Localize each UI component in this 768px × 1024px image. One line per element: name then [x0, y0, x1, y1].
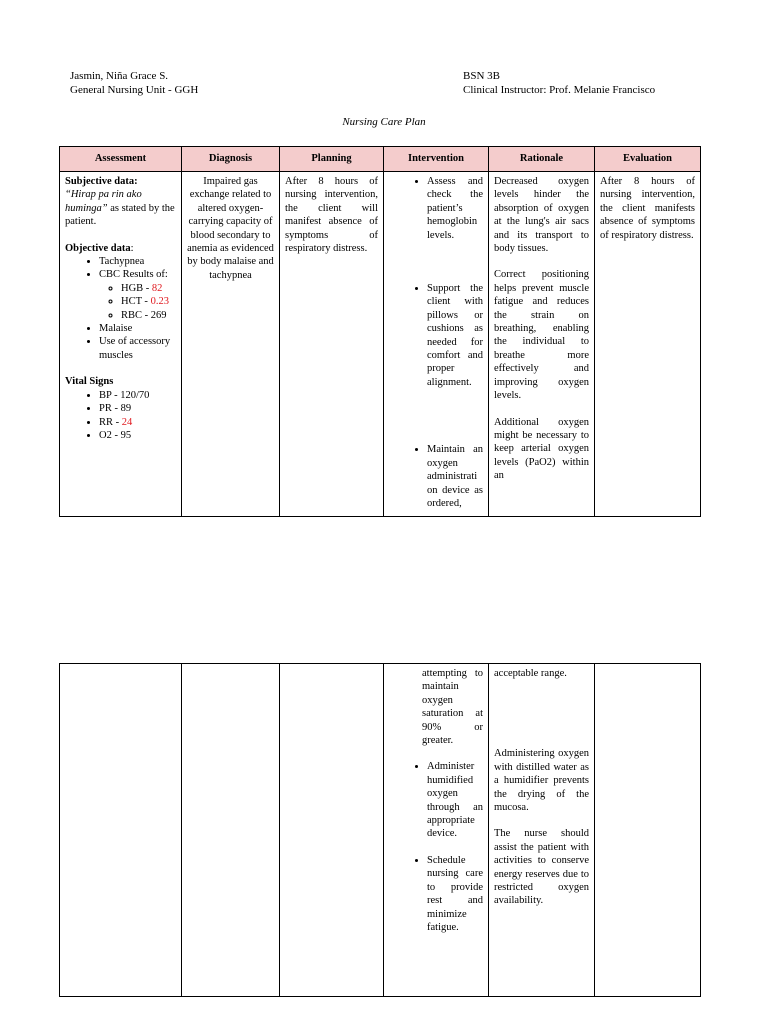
intervention-continued: attempting to maintain oxygen saturation at 90% or greater. — [422, 668, 483, 747]
assessment-cell: Subjective data: “Hirap pa rin ako huminga” as stated by the patient. Objective data: • Tachypnea • CBC Results of: ◦ HGB - 82 ◦ HCT - 0.23 ◦ RBC - 269 • Malaise • Use of accessory muscles Vital Signs • BP - 120/70 • PR - 89 • RR - 24 • O2 - 95 — [60, 172, 182, 517]
nursing-unit: General Nursing Unit - GGH — [70, 84, 199, 96]
rationale-item: Correct positioning helps prevent muscle fatigue and reduces the strain on breathing, enabling the individual to breathe more effectively and improving oxygen levels. — [494, 269, 589, 402]
diagnosis-cell-empty — [182, 664, 280, 997]
intervention-cell — [384, 172, 489, 517]
rbc-value: 269 — [150, 309, 167, 321]
header-intervention: Intervention — [384, 147, 489, 172]
student-name: Jasmin, Niña Grace S. — [70, 70, 169, 82]
clinical-instructor: Clinical Instructor: Prof. Melanie Francisco — [463, 84, 656, 96]
list-item: ◦ RBC - 269 — [121, 309, 176, 322]
intervention-list — [389, 760, 483, 934]
list-item: • CBC Results of: ◦ HGB - 82 ◦ HCT - 0.23 ◦ RBC - 269 — [99, 268, 176, 322]
rationale-item: Additional oxygen might be necessary to keep arterial oxygen levels (PaO2) within an — [494, 416, 589, 482]
list-item: • Maintain an oxygen administrati on device as ordered, — [427, 443, 483, 510]
diagnosis-cell: Impaired gas exchange related to altered oxygen-carrying capacity of blood secondary to anemia as evidenced by body malaise and tachypnea — [182, 172, 280, 517]
list-item: • Support the client with pillows or cushions as needed for comfort and proper alignment. — [427, 282, 483, 389]
list-item: • Tachypnea — [99, 255, 176, 268]
hgb-value: 82 — [151, 282, 163, 294]
care-plan-table-continued — [59, 663, 701, 997]
header-planning: Planning — [280, 147, 384, 172]
year-section: BSN 3B — [463, 70, 500, 82]
evaluation-cell-empty — [595, 664, 701, 997]
header-diagnosis: Diagnosis — [182, 147, 280, 172]
header-rationale: Rationale — [489, 147, 595, 172]
list-item: • Use of accessory muscles — [99, 335, 176, 362]
cbc-results-list — [99, 282, 176, 322]
intervention-list — [389, 175, 483, 510]
list-item: ◦ HGB - 82 — [121, 282, 176, 295]
assessment-cell-empty — [60, 664, 182, 997]
rationale-item: Administering oxygen with distilled water as a humidifier prevents the drying of the mucosa. — [494, 748, 589, 814]
evaluation-cell: After 8 hours of nursing intervention, the client manifests absence of symptoms of respiratory distress. — [595, 172, 701, 517]
document-title: Nursing Care Plan — [342, 116, 426, 128]
bp-value: 120/70 — [120, 389, 150, 401]
subjective-label: Subjective data: — [65, 176, 138, 187]
objective-list — [65, 255, 176, 362]
hct-value: 0.23 — [150, 296, 169, 308]
vital-signs-label: Vital Signs — [65, 376, 114, 388]
rr-value: 24 — [121, 416, 133, 428]
list-item: ◦ HCT - 0.23 — [121, 295, 176, 308]
list-item: • Administer humidified oxygen through an appropriate device. — [427, 760, 483, 840]
student-info — [70, 69, 198, 97]
table-row — [60, 664, 701, 997]
vital-signs-list — [65, 389, 176, 443]
planning-cell: After 8 hours of nursing intervention, the client will manifest absence of symptoms of respiratory distress. — [280, 172, 384, 517]
list-item: • Malaise — [99, 322, 176, 335]
class-info — [463, 69, 655, 97]
list-item: • PR - 89 — [99, 402, 176, 415]
table-header-row — [60, 147, 701, 172]
rationale-item: Decreased oxygen levels hinder the absorption of oxygen at the lung's air sacs and its transport to body tissues. — [494, 176, 589, 255]
list-item: • Schedule nursing care to provide rest and minimize fatigue. — [427, 854, 483, 934]
list-item: • BP - 120/70 — [99, 389, 176, 402]
intervention-cell — [384, 664, 489, 997]
pr-value: 89 — [120, 403, 132, 415]
rationale-cell — [489, 172, 595, 517]
planning-cell-empty — [280, 664, 384, 997]
table-row — [60, 172, 701, 517]
objective-label: Objective data — [65, 242, 131, 254]
rationale-cell — [489, 664, 595, 997]
list-item: • Assess and check the patient’s hemoglobin levels. — [427, 175, 483, 242]
rationale-continued: acceptable range. — [494, 668, 567, 679]
rationale-item: The nurse should assist the patient with activities to conserve energy reserves due to restricted oxygen availability. — [494, 828, 589, 907]
care-plan-table — [59, 146, 701, 517]
list-item: • RR - 24 — [99, 416, 176, 429]
list-item: • O2 - 95 — [99, 429, 176, 442]
subjective-quote: “Hirap pa rin ako huminga” — [65, 189, 142, 214]
header-evaluation: Evaluation — [595, 147, 701, 172]
o2-value: 95 — [120, 429, 132, 441]
subjective-suffix: as stated by the patient. — [65, 202, 175, 228]
header-assessment: Assessment — [60, 147, 182, 172]
